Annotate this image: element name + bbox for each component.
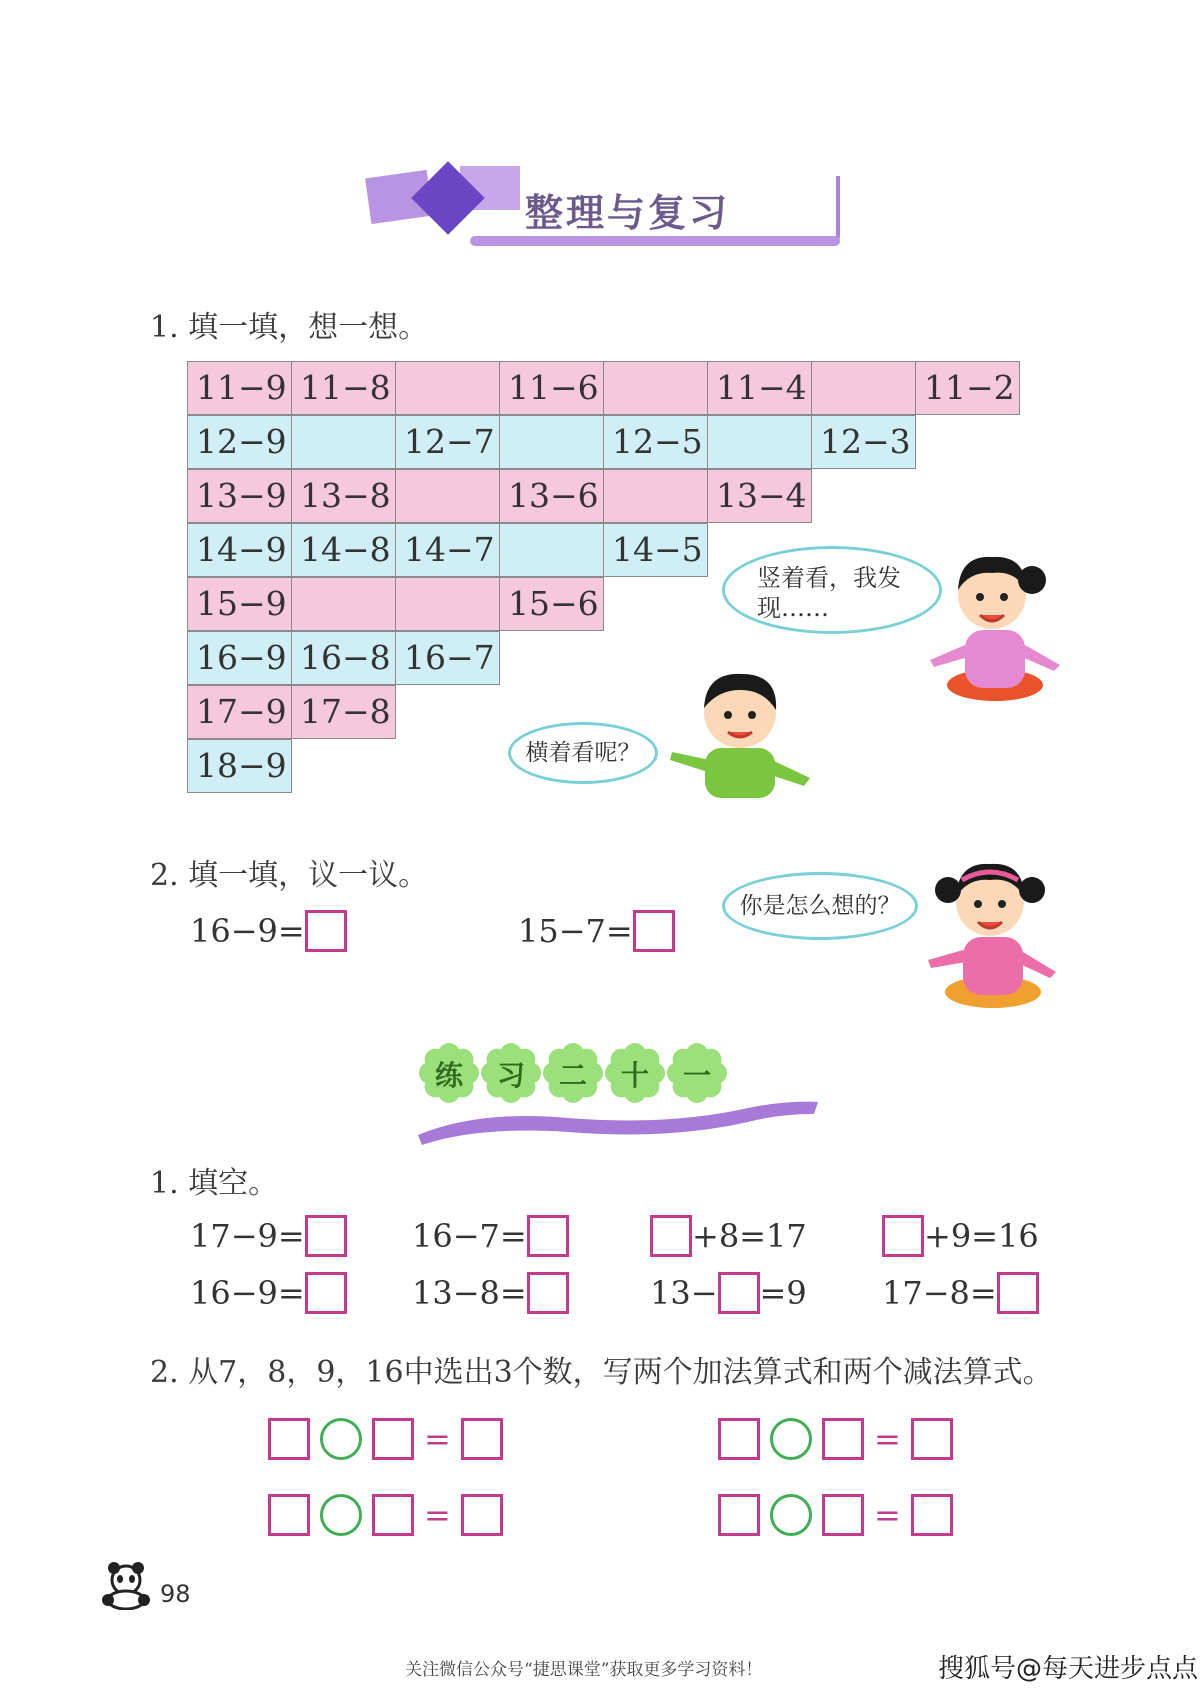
equation-text: 17−8=: [882, 1274, 997, 1312]
answer-box[interactable]: [822, 1418, 864, 1460]
equation-15-minus-7: [518, 910, 675, 952]
equation-text: 16−7=: [412, 1217, 527, 1255]
title-banner: [360, 160, 860, 260]
fill-equation: [412, 1272, 569, 1314]
answer-box[interactable]: [305, 910, 347, 952]
section2-heading: 2. 填一填，议一议。: [150, 858, 429, 893]
answer-box[interactable]: [997, 1272, 1039, 1314]
table-cell: 11−2: [915, 361, 1020, 415]
equals-sign: =: [424, 1420, 451, 1458]
girl-speech-bubble: [722, 546, 942, 634]
ribbon-char: 一: [682, 1059, 711, 1092]
table-cell-blank[interactable]: [395, 577, 500, 631]
table-cell-blank[interactable]: [291, 577, 396, 631]
fill-equation: [882, 1272, 1039, 1314]
table-cell: 16−7: [395, 631, 500, 685]
expression-template: [268, 1494, 503, 1536]
answer-box[interactable]: [633, 910, 675, 952]
answer-box[interactable]: [527, 1215, 569, 1257]
table-cell-blank[interactable]: [499, 523, 604, 577]
ribbon-char: 习: [496, 1059, 525, 1092]
table-cell: 14−7: [395, 523, 500, 577]
table-cell: 11−9: [187, 361, 292, 415]
equation-text: 17−9=: [190, 1217, 305, 1255]
table-cell: 16−8: [291, 631, 396, 685]
fill-equation: [190, 1215, 347, 1257]
table-cell-blank[interactable]: [811, 361, 916, 415]
expression-template: [268, 1418, 503, 1460]
table-cell: 12−7: [395, 415, 500, 469]
page-number: 98: [160, 1580, 191, 1608]
table-cell-blank[interactable]: [395, 361, 500, 415]
equals-sign: =: [424, 1496, 451, 1534]
practice-q2-heading: 2. 从7，8，9，16中选出3个数，写两个加法算式和两个减法算式。: [150, 1355, 1053, 1390]
equation-text: 16−9=: [190, 1274, 305, 1312]
equation-text: =9: [759, 1274, 807, 1312]
answer-box[interactable]: [305, 1215, 347, 1257]
girl2-illustration: [918, 842, 1068, 1012]
answer-box[interactable]: [372, 1418, 414, 1460]
table-row: [188, 632, 1020, 686]
equals-sign: =: [874, 1420, 901, 1458]
table-cell: 13−4: [707, 469, 812, 523]
answer-box[interactable]: [650, 1215, 692, 1257]
expression-template: [718, 1494, 953, 1536]
operator-circle[interactable]: [770, 1418, 812, 1460]
table-cell: 11−4: [707, 361, 812, 415]
table-cell: 14−9: [187, 523, 292, 577]
table-cell: 15−6: [499, 577, 604, 631]
boy-illustration: [660, 660, 830, 800]
table-cell: 12−5: [603, 415, 708, 469]
answer-box[interactable]: [718, 1272, 760, 1314]
table-cell: 14−5: [603, 523, 708, 577]
equation-text: +9=16: [924, 1217, 1039, 1255]
table-cell: 16−9: [187, 631, 292, 685]
ribbon-char: 十: [620, 1059, 649, 1092]
table-cell-blank[interactable]: [395, 469, 500, 523]
answer-box[interactable]: [911, 1494, 953, 1536]
equation-text: 13−: [650, 1274, 718, 1312]
practice-ribbon: [418, 1040, 818, 1150]
answer-box[interactable]: [461, 1494, 503, 1536]
expression-template: [718, 1418, 953, 1460]
girl-illustration: [920, 535, 1070, 705]
equals-sign: =: [874, 1496, 901, 1534]
operator-circle[interactable]: [320, 1494, 362, 1536]
fill-equation: [650, 1215, 807, 1257]
answer-box[interactable]: [372, 1494, 414, 1536]
ribbon-char: 练: [434, 1059, 463, 1092]
table-row: [188, 470, 1020, 524]
table-cell: 11−8: [291, 361, 396, 415]
table-cell: 12−9: [187, 415, 292, 469]
watermark: 搜狐号@每天进步点点: [938, 1654, 1199, 1684]
table-cell-blank[interactable]: [707, 415, 812, 469]
fill-equation: [412, 1215, 569, 1257]
answer-box[interactable]: [911, 1418, 953, 1460]
boy-speech-text: 横着看呢？: [525, 740, 641, 766]
table-cell: 12−3: [811, 415, 916, 469]
girl2-speech-bubble: [722, 872, 918, 940]
table-cell-blank[interactable]: [291, 415, 396, 469]
table-cell-blank[interactable]: [603, 469, 708, 523]
answer-box[interactable]: [718, 1418, 760, 1460]
answer-box[interactable]: [527, 1272, 569, 1314]
equation-text: 13−8=: [412, 1274, 527, 1312]
answer-box[interactable]: [882, 1215, 924, 1257]
operator-circle[interactable]: [770, 1494, 812, 1536]
table-cell: 15−9: [187, 577, 292, 631]
fill-equation: [190, 1272, 347, 1314]
answer-box[interactable]: [822, 1494, 864, 1536]
table-cell: 13−9: [187, 469, 292, 523]
table-row: [188, 362, 1020, 416]
fill-equation: [650, 1272, 807, 1314]
footer-note: 关注微信公众号“捷思课堂”获取更多学习资料！: [405, 1660, 763, 1680]
equation-16-minus-9: [190, 910, 347, 952]
table-cell: 11−6: [499, 361, 604, 415]
girl-speech-text: 竖着看，我发现……: [757, 564, 901, 622]
table-row: [188, 416, 1020, 470]
table-cell: 17−8: [291, 685, 396, 739]
table-cell: 13−6: [499, 469, 604, 523]
answer-box[interactable]: [305, 1272, 347, 1314]
equation-text: 16−9=: [190, 912, 305, 950]
answer-box[interactable]: [268, 1494, 310, 1536]
table-cell-blank[interactable]: [603, 361, 708, 415]
ribbon-char: 二: [558, 1059, 587, 1092]
table-cell: 17−9: [187, 685, 292, 739]
panda-icon: [98, 1560, 154, 1610]
operator-circle[interactable]: [320, 1418, 362, 1460]
answer-box[interactable]: [718, 1494, 760, 1536]
table-cell-blank[interactable]: [499, 415, 604, 469]
page-title: 整理与复习: [525, 190, 731, 235]
table-cell: 14−8: [291, 523, 396, 577]
section1-heading: 1. 填一填，想一想。: [150, 310, 429, 345]
answer-box[interactable]: [461, 1418, 503, 1460]
table-cell: 13−8: [291, 469, 396, 523]
practice-q1-heading: 1. 填空。: [150, 1166, 279, 1201]
boy-speech-bubble: [508, 722, 658, 784]
equation-text: +8=17: [692, 1217, 807, 1255]
fill-equation: [882, 1215, 1039, 1257]
equation-text: 15−7=: [518, 912, 633, 950]
answer-box[interactable]: [268, 1418, 310, 1460]
table-cell: 18−9: [187, 739, 292, 793]
banner-underline: [470, 236, 840, 246]
girl2-speech-text: 你是怎么想的？: [739, 893, 901, 919]
